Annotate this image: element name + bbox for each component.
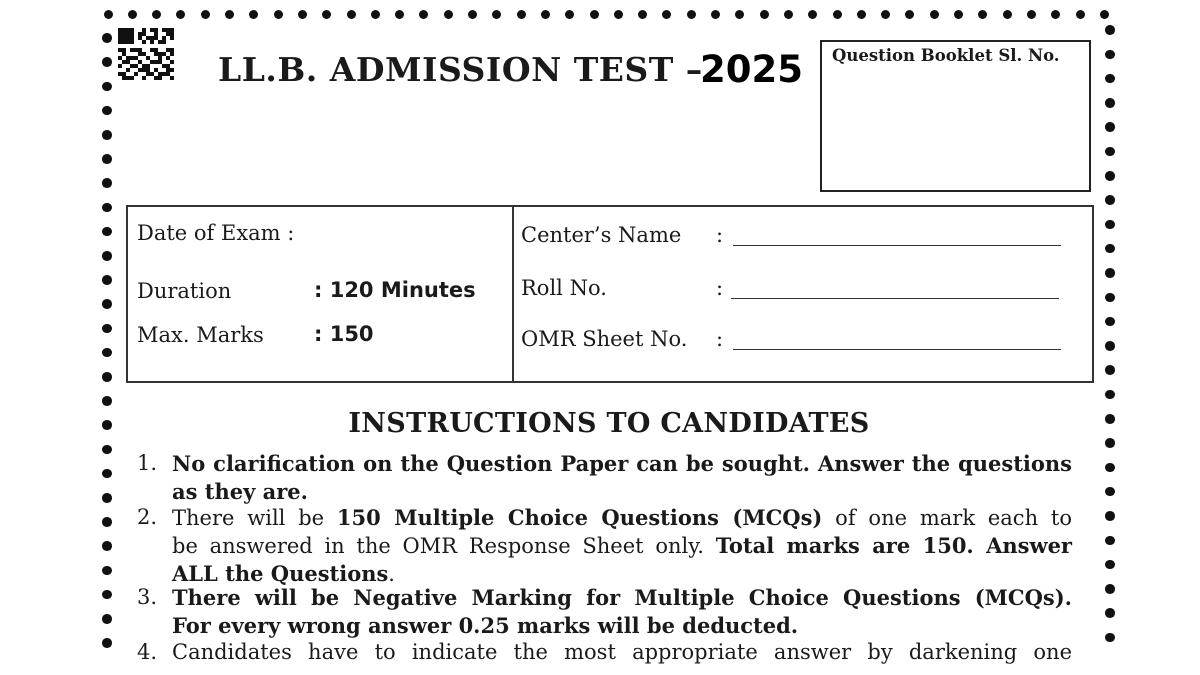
border-dot (1105, 25, 1115, 35)
duration-value: : 120 Minutes (314, 278, 476, 302)
border-dot (954, 10, 963, 19)
border-dot (128, 10, 137, 19)
instructions-heading: INSTRUCTIONS TO CANDIDATES (348, 408, 870, 439)
border-dot (1105, 584, 1115, 594)
bold-text: ALL the Questions (172, 561, 389, 586)
border-dot (662, 10, 671, 19)
border-dot (808, 10, 817, 19)
border-dot (760, 10, 769, 19)
border-dot (102, 396, 112, 406)
border-dot (1105, 293, 1115, 303)
border-dot (614, 10, 623, 19)
border-dot (1105, 171, 1115, 181)
border-dot (1105, 511, 1115, 521)
border-dot (930, 10, 939, 19)
border-dot (1105, 341, 1115, 351)
border-dot (978, 10, 987, 19)
border-dot (102, 324, 112, 334)
text: Candidates have to indicate the most appropriate answer by darkening one (172, 640, 1072, 664)
border-dot (102, 227, 112, 237)
border-dot (176, 10, 185, 19)
border-dot (1105, 560, 1115, 570)
text: of one mark each to (822, 506, 1073, 530)
border-dot (1027, 10, 1036, 19)
border-dot (102, 445, 112, 455)
border-dot (1105, 536, 1115, 546)
border-dot (347, 10, 356, 19)
border-dot (1105, 220, 1115, 230)
border-dot (102, 154, 112, 164)
border-dot (102, 517, 112, 527)
duration-label: Duration (137, 279, 232, 303)
instruction-text (172, 504, 1072, 588)
text: be answered in the OMR Response Sheet only. (172, 534, 716, 558)
instruction-line (172, 450, 1072, 478)
bold-text: No clarification on the Question Paper can be sought. Answer the questions (172, 451, 1072, 476)
border-dot (444, 10, 453, 19)
instruction-text (172, 584, 1072, 640)
border-dot (104, 10, 113, 19)
border-dot (1105, 608, 1115, 618)
border-dot (468, 10, 477, 19)
border-dot (565, 10, 574, 19)
instruction-line (172, 478, 1072, 506)
border-dot (1105, 487, 1115, 497)
border-dot (102, 251, 112, 261)
border-dot (249, 10, 258, 19)
instruction-text (172, 639, 1072, 666)
border-dot (102, 275, 112, 285)
instruction-line (172, 612, 1072, 640)
border-dot (1003, 10, 1012, 19)
bold-text: Total marks are 150. Answer (715, 533, 1072, 558)
roll-no-label: Roll No. (521, 276, 607, 300)
border-dot (1105, 633, 1115, 643)
border-dot (102, 493, 112, 503)
border-dot (102, 178, 112, 188)
border-dot (1076, 10, 1085, 19)
omr-sheet-label: OMR Sheet No. (521, 327, 688, 351)
border-dot (784, 10, 793, 19)
border-dot (1105, 365, 1115, 375)
table-divider (512, 207, 514, 381)
instruction-line (172, 639, 1072, 666)
border-dot (322, 10, 331, 19)
text: There will be (172, 506, 337, 530)
border-dot (1105, 317, 1115, 327)
border-dot (1105, 244, 1115, 254)
border-dot (857, 10, 866, 19)
border-dot (225, 10, 234, 19)
border-dot (1105, 74, 1115, 84)
border-dot (517, 10, 526, 19)
roll-no-field[interactable] (731, 298, 1059, 299)
instruction-number: 3. (137, 585, 158, 609)
page-title: LL.B. ADMISSION TEST – (218, 50, 703, 89)
border-dot (371, 10, 380, 19)
border-dot (1105, 122, 1115, 132)
border-dot (881, 10, 890, 19)
border-dot (419, 10, 428, 19)
border-dot (102, 566, 112, 576)
border-dot (395, 10, 404, 19)
date-of-exam-label: Date of Exam : (137, 221, 295, 245)
border-dot (1105, 438, 1115, 448)
border-dot (735, 10, 744, 19)
border-dot (1105, 195, 1115, 205)
border-dot (102, 82, 112, 92)
border-dot (102, 638, 112, 648)
border-dot (1105, 390, 1115, 400)
border-dot (590, 10, 599, 19)
border-dot (711, 10, 720, 19)
exam-year: 2025 (700, 48, 803, 91)
instruction-text (172, 450, 1072, 506)
omr-sheet-colon: : (716, 327, 724, 351)
border-dot (1100, 10, 1109, 19)
border-dot (102, 299, 112, 309)
border-dot (274, 10, 283, 19)
border-dot (638, 10, 647, 19)
border-dot (102, 590, 112, 600)
max-marks-label: Max. Marks (137, 323, 264, 347)
max-marks-value: : 150 (314, 322, 374, 346)
border-dot (102, 372, 112, 382)
bold-text: as they are. (172, 479, 308, 504)
border-dot (492, 10, 501, 19)
border-dot (102, 348, 112, 358)
omr-sheet-field[interactable] (733, 349, 1061, 350)
qr-code-icon (118, 28, 174, 80)
border-dot (905, 10, 914, 19)
border-dot (1105, 98, 1115, 108)
text: . (388, 562, 395, 586)
bold-text: For every wrong answer 0.25 marks will be deducted. (172, 613, 799, 638)
border-dot (1105, 147, 1115, 157)
roll-no-colon: : (716, 276, 724, 300)
border-dot (1105, 268, 1115, 278)
border-dot (1051, 10, 1060, 19)
border-dot (102, 106, 112, 116)
booklet-serial-label: Question Booklet Sl. No. (832, 46, 1060, 65)
border-dot (102, 469, 112, 479)
instruction-number: 4. (137, 640, 158, 664)
border-dot (1105, 463, 1115, 473)
border-dot (833, 10, 842, 19)
border-dot (1105, 50, 1115, 60)
center-name-label: Center’s Name (521, 223, 682, 247)
border-dot (541, 10, 550, 19)
instruction-number: 1. (137, 451, 158, 475)
border-dot (102, 130, 112, 140)
border-dot (201, 10, 210, 19)
bold-text: 150 Multiple Choice Questions (MCQs) (336, 505, 823, 530)
border-dot (152, 10, 161, 19)
instruction-number: 2. (137, 505, 158, 529)
border-dot (687, 10, 696, 19)
instruction-line (172, 584, 1072, 612)
center-name-colon: : (716, 223, 724, 247)
exam-info-table (126, 205, 1094, 383)
border-dot (102, 541, 112, 551)
instruction-line (172, 532, 1072, 560)
border-dot (298, 10, 307, 19)
bold-text: There will be Negative Marking for Multiple Choice Questions (MCQs). (172, 585, 1072, 610)
border-dot (102, 33, 112, 43)
instruction-line (172, 504, 1072, 532)
border-dot (102, 57, 112, 67)
border-dot (102, 614, 112, 624)
border-dot (102, 203, 112, 213)
booklet-serial-box[interactable] (820, 40, 1091, 192)
center-name-field[interactable] (733, 245, 1061, 246)
